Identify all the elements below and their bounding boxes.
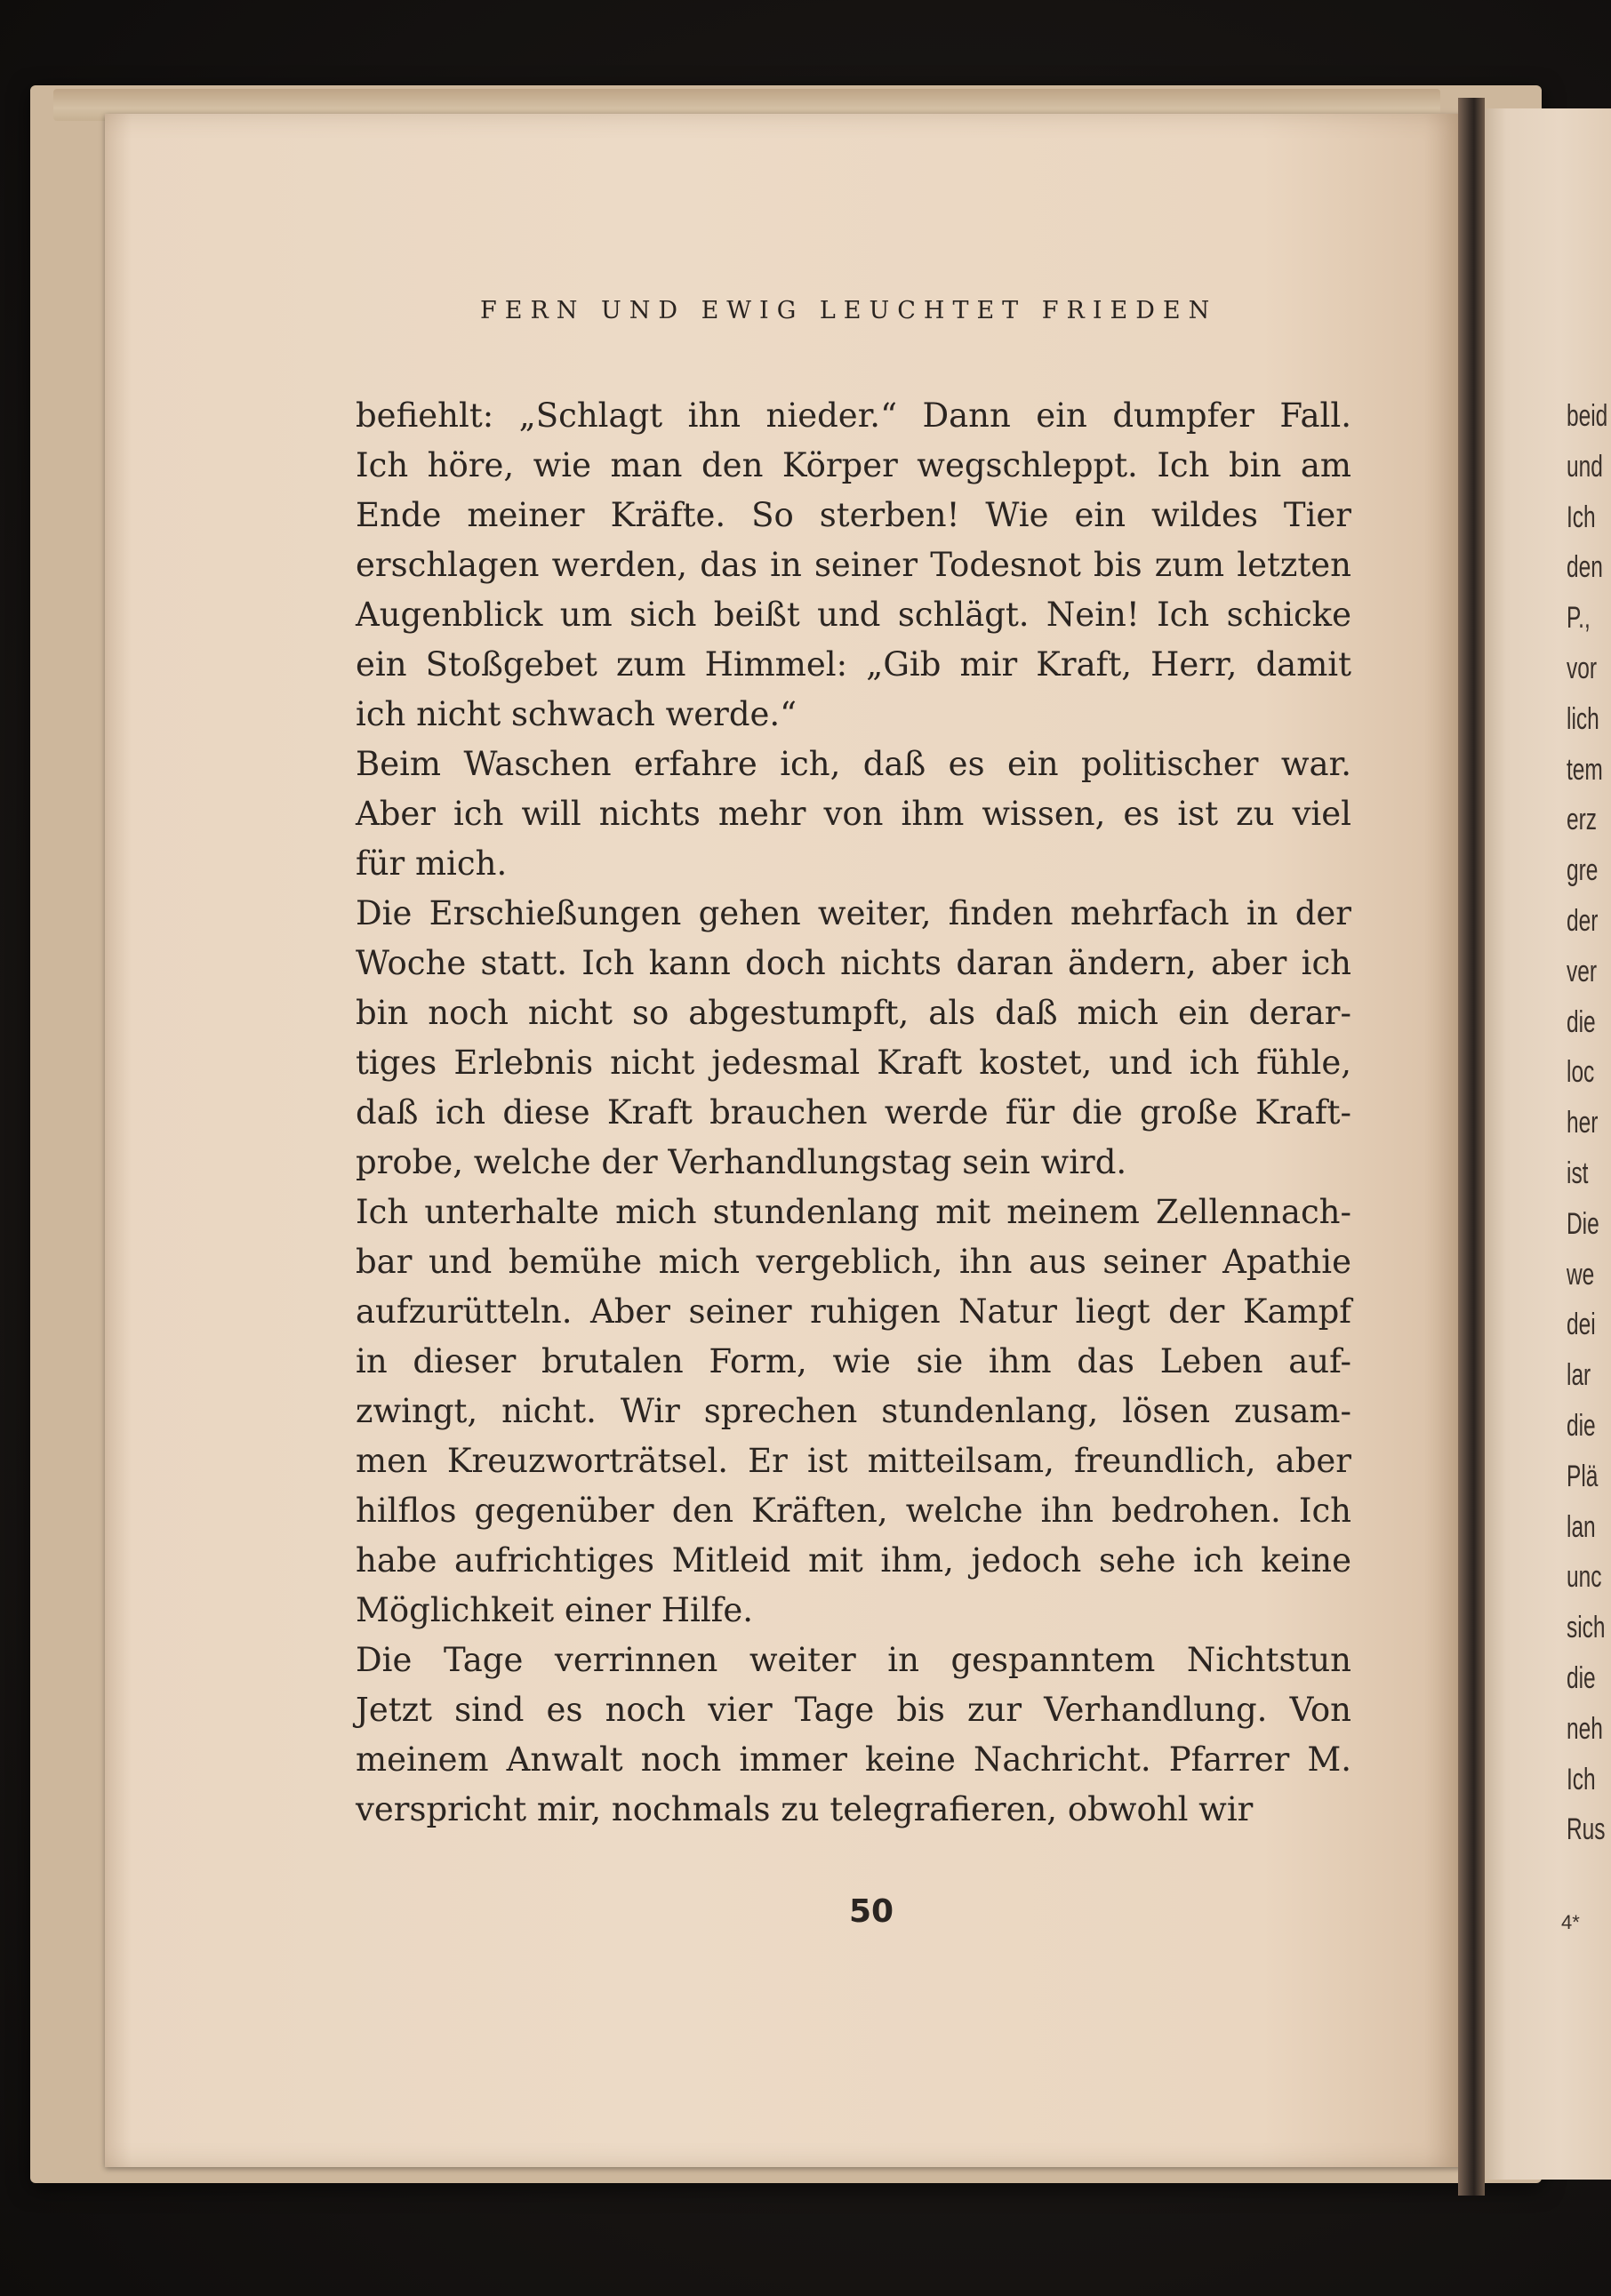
right-page-line-fragment: ist: [1567, 1156, 1589, 1190]
text-line: daß ich diese Kraft brauchen werde für die große Kraft-: [356, 1093, 1351, 1132]
right-page-line-fragment: vor: [1567, 651, 1598, 685]
text-line: Möglichkeit einer Hilfe.: [356, 1591, 754, 1629]
right-page-line-fragment: tem: [1567, 752, 1603, 787]
text-line: befiehlt: „Schlagt ihn nieder.“ Dann ein dumpfer Fall.: [356, 396, 1351, 435]
text-line: Die Tage verrinnen weiter in gespanntem Nichtstun: [356, 1641, 1351, 1679]
right-page-line-fragment: lan: [1567, 1509, 1596, 1544]
text-line: probe, welche der Verhandlungstag sein wird.: [356, 1143, 1127, 1181]
right-page-line-fragment: sich: [1567, 1611, 1606, 1645]
text-line: verspricht mir, nochmals zu telegrafieren, obwohl wir: [356, 1790, 1254, 1828]
text-line: erschlagen werden, das in seiner Todesnot bis zum letzten: [356, 546, 1351, 584]
right-page-line-fragment: we: [1567, 1257, 1595, 1292]
book-gutter: [1458, 98, 1485, 2196]
right-page-line-fragment: lar: [1567, 1358, 1591, 1393]
right-page-line-fragment: loc: [1567, 1055, 1595, 1090]
right-page-line-fragment: unc: [1567, 1560, 1602, 1595]
text-line: bin noch nicht so abgestumpft, als daß mich ein derar-: [356, 994, 1351, 1032]
text-line: in dieser brutalen Form, wie sie ihm das Leben auf-: [356, 1342, 1351, 1380]
text-line: tiges Erlebnis nicht jedesmal Kraft kostet, und ich fühle,: [356, 1044, 1351, 1082]
right-page-line-fragment: den: [1567, 550, 1603, 585]
text-line: aufzurütteln. Aber seiner ruhigen Natur liegt der Kampf: [356, 1292, 1351, 1331]
right-page-line-fragment: die: [1567, 1408, 1596, 1443]
text-line: Ende meiner Kräfte. So sterben! Wie ein wildes Tier: [356, 496, 1351, 534]
right-page-line-fragment: die: [1567, 1660, 1596, 1695]
page-number: 50: [848, 1893, 894, 1930]
text-line: Aber ich will nichts mehr von ihm wissen, es ist zu viel: [356, 795, 1351, 833]
right-page-line-fragment: her: [1567, 1106, 1599, 1140]
right-page-line-fragment: Plä: [1567, 1459, 1599, 1493]
page-edge-shadow: [105, 114, 132, 2167]
text-line: Beim Waschen erfahre ich, daß es ein politischer war.: [356, 745, 1351, 783]
right-page-line-fragment: Rus: [1567, 1812, 1606, 1847]
right-page-line-fragment: neh: [1567, 1711, 1603, 1746]
text-line: Augenblick um sich beißt und schlägt. Nein! Ich schicke: [356, 596, 1351, 634]
text-line: Ich höre, wie man den Körper wegschleppt. Ich bin am: [356, 446, 1351, 484]
right-page-line-fragment: P.,: [1567, 601, 1591, 636]
text-line: Ich unterhalte mich stundenlang mit meinem Zellennach-: [356, 1193, 1351, 1231]
right-page-line-fragment: gre: [1567, 853, 1599, 888]
right-page-line-fragment: Ich: [1567, 500, 1596, 534]
text-line: ich nicht schwach werde.“: [356, 695, 797, 733]
text-line: men Kreuzworträtsel. Er ist mitteilsam, freundlich, aber: [356, 1442, 1351, 1480]
right-page-line-fragment: lich: [1567, 701, 1599, 736]
text-line: für mich.: [356, 844, 508, 883]
text-line: hilflos gegenüber den Kräften, welche ihn bedrohen. Ich: [356, 1492, 1351, 1530]
right-page-line-fragment: und: [1567, 449, 1603, 484]
text-line: bar und bemühe mich vergeblich, ihn aus seiner Apathie: [356, 1243, 1351, 1281]
right-page-line-fragment: dei: [1567, 1308, 1596, 1342]
text-line: habe aufrichtiges Mitleid mit ihm, jedoch sehe ich keine: [356, 1541, 1351, 1580]
right-page-line-fragment: Ich: [1567, 1762, 1596, 1796]
text-line: Woche statt. Ich kann doch nichts daran ändern, aber ich: [356, 944, 1351, 982]
right-page-line-fragment: der: [1567, 903, 1599, 938]
body-text: [356, 391, 1351, 1835]
right-page-line-fragment: ver: [1567, 954, 1598, 988]
right-page-number: 4*: [1561, 1911, 1580, 1933]
right-page-text-fragments: [1567, 391, 1611, 1855]
text-line: zwingt, nicht. Wir sprechen stundenlang, lösen zusam-: [356, 1392, 1351, 1430]
right-page-line-fragment: beid: [1567, 399, 1608, 433]
text-line: Die Erschießungen gehen weiter, finden mehrfach in der: [356, 894, 1351, 932]
right-page-line-fragment: erz: [1567, 803, 1598, 837]
right-page-line-fragment: Die: [1567, 1206, 1599, 1241]
right-page-line-fragment: die: [1567, 1004, 1596, 1039]
running-head: FERN UND EWIG LEUCHTET FRIEDEN: [480, 297, 1218, 324]
text-line: Jetzt sind es noch vier Tage bis zur Verhandlung. Von: [356, 1691, 1351, 1729]
text-line: ein Stoßgebet zum Himmel: „Gib mir Kraft, Herr, damit: [356, 645, 1351, 684]
text-line: meinem Anwalt noch immer keine Nachricht. Pfarrer M.: [356, 1740, 1351, 1779]
